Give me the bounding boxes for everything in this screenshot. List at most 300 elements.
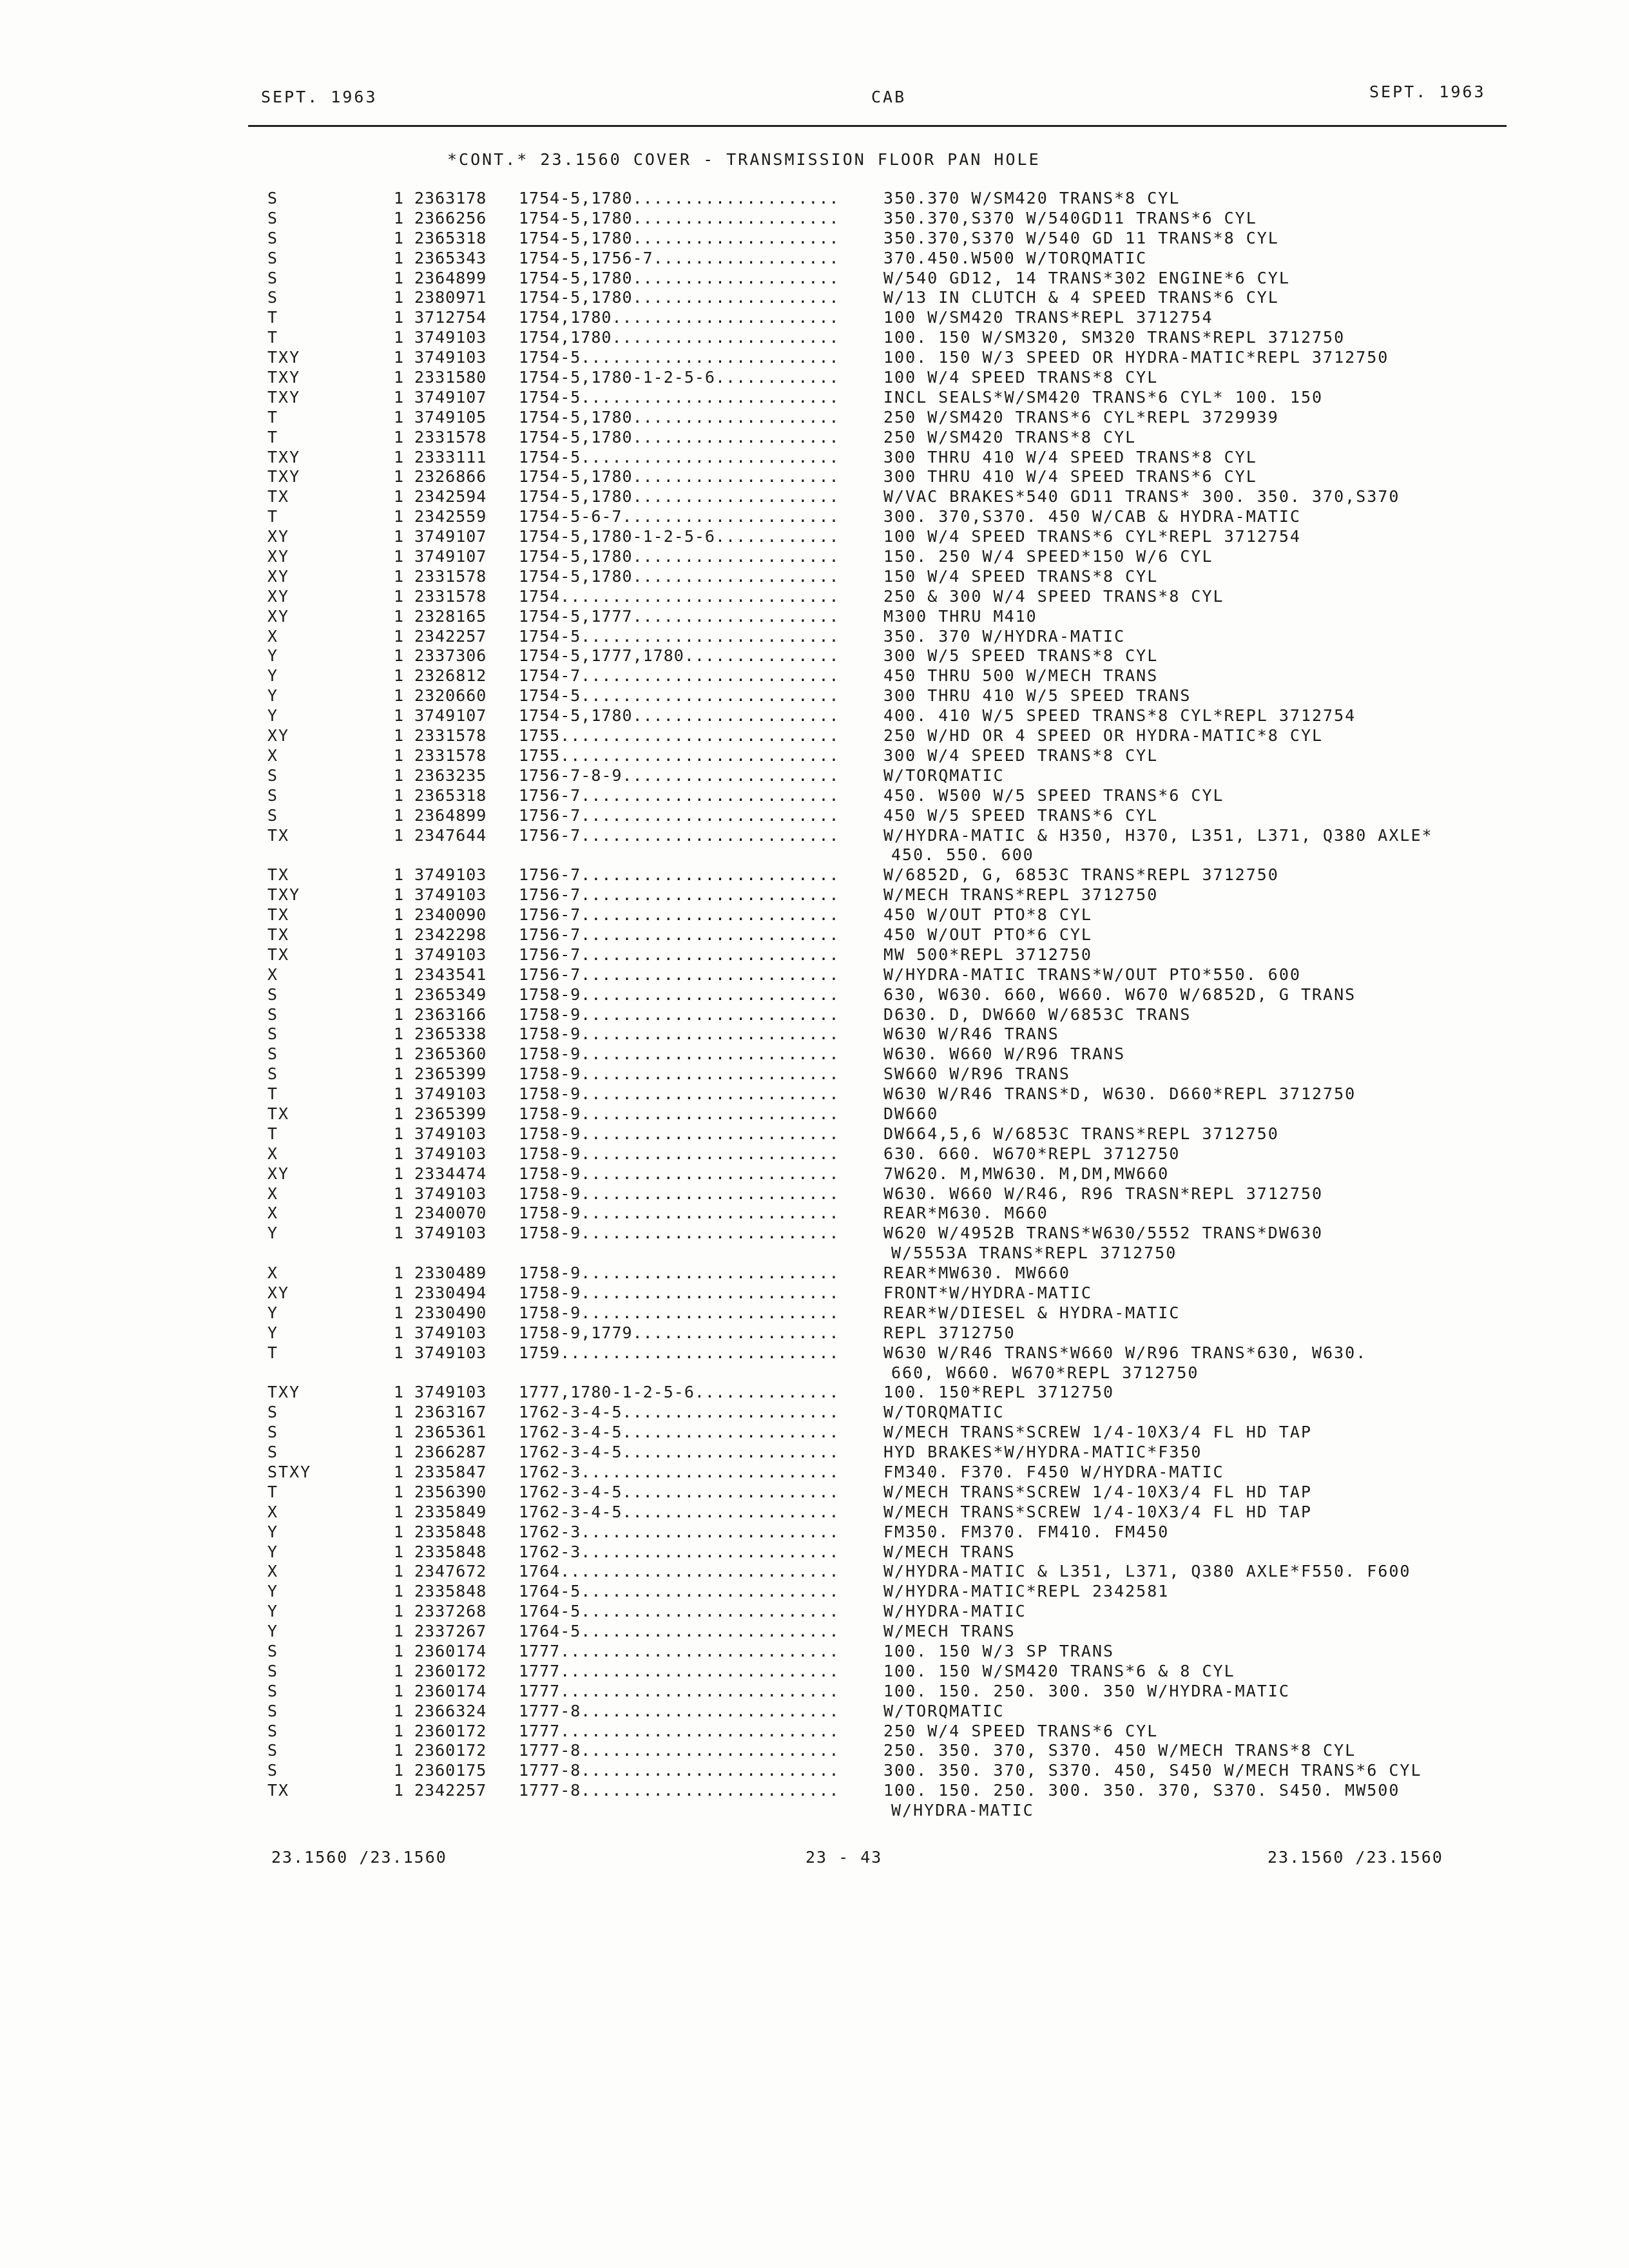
row-reference: 1777........................... xyxy=(519,1681,840,1700)
row-qty: 1 xyxy=(394,308,404,327)
row-reference: 1764-5......................... xyxy=(519,1602,840,1621)
row-description: W/540 GD12, 14 TRANS*302 ENGINE*6 CYL xyxy=(883,268,1290,287)
table-row xyxy=(0,448,1629,468)
row-reference: 1758-9......................... xyxy=(519,1124,840,1143)
row-part-number: 3749105 xyxy=(414,407,487,427)
row-part-number: 2331578 xyxy=(414,566,487,586)
footer-range-left: 23.1560 /23.1560 xyxy=(271,1848,447,1867)
row-part-number: 2363178 xyxy=(414,189,487,207)
row-qty: 1 xyxy=(394,1004,404,1024)
table-row xyxy=(0,288,1629,308)
row-qty: 1 xyxy=(394,666,404,686)
row-part-number: 2363166 xyxy=(414,1004,487,1024)
row-description: REAR*M630. M660 xyxy=(883,1204,1048,1223)
row-reference: 1762-3......................... xyxy=(519,1542,840,1561)
header-date-left: SEPT. 1963 xyxy=(261,88,378,106)
row-code: S xyxy=(267,1403,279,1422)
row-description: W/TORQMATIC xyxy=(883,765,1005,785)
row-code: Y xyxy=(267,1602,279,1621)
table-row xyxy=(0,1144,1629,1164)
row-reference: 1759........................... xyxy=(519,1343,840,1362)
row-description: 100. 150. 250. 300. 350 W/HYDRA-MATIC xyxy=(883,1681,1290,1700)
row-code: XY xyxy=(267,566,290,586)
table-row xyxy=(0,945,1629,965)
table-row xyxy=(0,885,1629,905)
row-part-number: 2360174 xyxy=(414,1642,487,1661)
table-row xyxy=(0,1204,1629,1224)
row-code: XY xyxy=(267,527,290,546)
row-qty: 1 xyxy=(394,1443,404,1462)
row-reference: 1764-5......................... xyxy=(519,1582,840,1601)
row-description: 450 W/OUT PTO*8 CYL xyxy=(883,905,1092,925)
row-description: HYD BRAKES*W/HYDRA-MATIC*F350 xyxy=(883,1443,1202,1462)
row-reference: 1758-9......................... xyxy=(519,1303,840,1322)
row-code: S xyxy=(267,1044,279,1064)
row-description: FM340. F370. F450 W/HYDRA-MATIC xyxy=(883,1463,1224,1481)
table-row xyxy=(0,209,1629,229)
row-code: TX xyxy=(267,487,290,506)
row-description: 150. 250 W/4 SPEED*150 W/6 CYL xyxy=(883,547,1213,566)
row-qty: 1 xyxy=(394,885,404,905)
row-qty: 1 xyxy=(394,825,404,845)
row-description: 100 W/SM420 TRANS*REPL 3712754 xyxy=(883,308,1213,327)
row-code: T xyxy=(267,1084,279,1104)
row-part-number: 2342298 xyxy=(414,925,487,944)
row-part-number: 2335848 xyxy=(414,1542,487,1561)
row-code: X xyxy=(267,745,279,765)
row-reference: 1758-9......................... xyxy=(519,1144,840,1163)
footer-range-right: 23.1560 /23.1560 xyxy=(1268,1848,1443,1867)
table-row xyxy=(0,1523,1629,1542)
row-code: Y xyxy=(267,686,279,706)
table-row xyxy=(0,229,1629,249)
row-description: 250 & 300 W/4 SPEED TRANS*8 CYL xyxy=(883,586,1224,606)
table-row xyxy=(0,1303,1629,1323)
row-part-number: 2360172 xyxy=(414,1721,487,1740)
row-qty: 1 xyxy=(394,646,404,666)
row-description: 300 THRU 410 W/5 SPEED TRANS xyxy=(883,686,1191,706)
row-description: W630 W/R46 TRANS*D, W630. D660*REPL 3712750 xyxy=(883,1084,1356,1104)
row-qty: 1 xyxy=(394,328,404,347)
row-part-number: 2342594 xyxy=(414,487,487,506)
row-part-number: 2340070 xyxy=(414,1204,487,1223)
row-code: S xyxy=(267,1443,279,1462)
table-row xyxy=(0,1702,1629,1722)
row-part-number: 3749103 xyxy=(414,348,487,367)
table-row xyxy=(0,1503,1629,1523)
row-description: 7W620. M,MW630. M,DM,MW660 xyxy=(883,1164,1170,1183)
row-part-number: 2347644 xyxy=(414,825,487,845)
row-code: T xyxy=(267,407,279,427)
row-qty: 1 xyxy=(394,1204,404,1223)
row-code: XY xyxy=(267,586,290,606)
table-row xyxy=(0,388,1629,408)
table-row-continuation xyxy=(0,1244,1629,1264)
row-code: Y xyxy=(267,1522,279,1541)
row-reference: 1777-8......................... xyxy=(519,1741,840,1760)
row-code: TX xyxy=(267,945,290,964)
row-code: S xyxy=(267,1741,279,1760)
row-code: X xyxy=(267,965,279,984)
row-qty: 1 xyxy=(394,1044,404,1064)
row-part-number: 2335848 xyxy=(414,1522,487,1541)
row-description: INCL SEALS*W/SM420 TRANS*6 CYL* 100. 150 xyxy=(883,387,1324,407)
row-description: 100 W/4 SPEED TRANS*6 CYL*REPL 3712754 xyxy=(883,527,1301,546)
row-part-number: 2365318 xyxy=(414,785,487,805)
row-reference: 1764........................... xyxy=(519,1562,840,1581)
table-row xyxy=(0,547,1629,567)
row-qty: 1 xyxy=(394,785,404,805)
row-qty: 1 xyxy=(394,1582,404,1601)
row-part-number: 2337306 xyxy=(414,646,487,666)
row-code: Y xyxy=(267,1542,279,1561)
row-qty: 1 xyxy=(394,805,404,825)
row-part-number: 3749103 xyxy=(414,865,487,885)
row-reference: 1754-5,1780.................... xyxy=(519,288,840,307)
row-description: 300 THRU 410 W/4 SPEED TRANS*6 CYL xyxy=(883,467,1257,486)
row-reference: 1754-5,1780.................... xyxy=(519,407,840,427)
table-row xyxy=(0,1343,1629,1363)
row-description: 630. 660. W670*REPL 3712750 xyxy=(883,1144,1181,1163)
row-reference: 1755........................... xyxy=(519,726,840,745)
row-qty: 1 xyxy=(394,547,404,566)
row-qty: 1 xyxy=(394,865,404,885)
row-part-number: 2337267 xyxy=(414,1622,487,1641)
row-description: W/HYDRA-MATIC xyxy=(891,1801,1034,1820)
row-description: W/MECH TRANS*SCREW 1/4-10X3/4 FL HD TAP xyxy=(883,1502,1312,1521)
row-reference: 1756-7......................... xyxy=(519,865,840,885)
table-row xyxy=(0,1124,1629,1144)
row-part-number: 3749103 xyxy=(414,1124,487,1143)
table-row-continuation xyxy=(0,1801,1629,1821)
row-reference: 1758-9,1779.................... xyxy=(519,1323,840,1342)
row-qty: 1 xyxy=(394,189,404,207)
row-description: FM350. FM370. FM410. FM450 xyxy=(883,1522,1170,1541)
row-code: STXY xyxy=(267,1463,312,1481)
row-part-number: 2342257 xyxy=(414,1781,487,1800)
row-code: X xyxy=(267,1204,279,1223)
row-description: MW 500*REPL 3712750 xyxy=(883,945,1092,964)
row-part-number: 2363167 xyxy=(414,1403,487,1422)
table-row xyxy=(0,567,1629,587)
row-qty: 1 xyxy=(394,1283,404,1302)
row-description: W/5553A TRANS*REPL 3712750 xyxy=(891,1244,1177,1263)
row-qty: 1 xyxy=(394,407,404,427)
row-code: Y xyxy=(267,646,279,666)
row-part-number: 2380971 xyxy=(414,288,487,307)
row-part-number: 2320660 xyxy=(414,686,487,706)
row-code: Y xyxy=(267,666,279,686)
table-row xyxy=(0,746,1629,766)
row-part-number: 3749103 xyxy=(414,1084,487,1104)
row-reference: 1754-5,1780.................... xyxy=(519,487,840,506)
row-reference: 1758-9......................... xyxy=(519,1084,840,1104)
table-row xyxy=(0,467,1629,487)
row-reference: 1754,1780...................... xyxy=(519,308,840,327)
row-reference: 1754-5,1780.................... xyxy=(519,268,840,287)
row-description: W630 W/R46 TRANS*W660 W/R96 TRANS*630, W630. xyxy=(883,1343,1367,1362)
row-description: 250. 350. 370, S370. 450 W/MECH TRANS*8 CYL xyxy=(883,1741,1356,1760)
row-qty: 1 xyxy=(394,1323,404,1342)
row-code: T xyxy=(267,1124,279,1143)
row-qty: 1 xyxy=(394,1721,404,1740)
row-description: 450 THRU 500 W/MECH TRANS xyxy=(883,666,1159,686)
row-description: 250 W/SM420 TRANS*6 CYL*REPL 3729939 xyxy=(883,407,1279,427)
row-description: 250 W/4 SPEED TRANS*6 CYL xyxy=(883,1721,1159,1740)
header-section-cab: CAB xyxy=(871,88,907,106)
row-description: 350. 370 W/HYDRA-MATIC xyxy=(883,626,1126,646)
row-reference: 1756-7......................... xyxy=(519,945,840,964)
row-part-number: 2360172 xyxy=(414,1741,487,1760)
row-qty: 1 xyxy=(394,1064,404,1084)
row-reference: 1756-7......................... xyxy=(519,965,840,984)
row-qty: 1 xyxy=(394,1383,404,1402)
row-reference: 1758-9......................... xyxy=(519,1204,840,1223)
row-reference: 1756-7......................... xyxy=(519,885,840,905)
row-part-number: 2366287 xyxy=(414,1443,487,1462)
row-reference: 1754-5,1780.................... xyxy=(519,189,840,207)
row-part-number: 2335848 xyxy=(414,1582,487,1601)
row-qty: 1 xyxy=(394,368,404,387)
section-title: *CONT.* 23.1560 COVER - TRANSMISSION FLOOR PAN HOLE xyxy=(447,150,1041,169)
row-part-number: 2328165 xyxy=(414,606,487,626)
row-part-number: 2326866 xyxy=(414,467,487,486)
row-part-number: 2342257 xyxy=(414,626,487,646)
row-code: Y xyxy=(267,1622,279,1641)
row-description: 630, W630. 660, W660. W670 W/6852D, G TRANS xyxy=(883,985,1356,1004)
row-code: S xyxy=(267,1721,279,1740)
row-part-number: 2365399 xyxy=(414,1064,487,1084)
table-row xyxy=(0,965,1629,985)
row-part-number: 2335847 xyxy=(414,1463,487,1481)
row-qty: 1 xyxy=(394,706,404,726)
row-code: T xyxy=(267,1482,279,1501)
row-description: DW664,5,6 W/6853C TRANS*REPL 3712750 xyxy=(883,1124,1279,1143)
row-reference: 1754-5......................... xyxy=(519,626,840,646)
row-description: W/MECH TRANS*REPL 3712750 xyxy=(883,885,1159,905)
row-reference: 1754-5......................... xyxy=(519,387,840,407)
row-description: 150 W/4 SPEED TRANS*8 CYL xyxy=(883,566,1159,586)
row-part-number: 2365349 xyxy=(414,985,487,1004)
row-qty: 1 xyxy=(394,348,404,367)
row-reference: 1754-5,1780.................... xyxy=(519,706,840,726)
table-row xyxy=(0,527,1629,547)
row-code: Y xyxy=(267,1224,279,1243)
row-qty: 1 xyxy=(394,606,404,626)
table-row xyxy=(0,766,1629,786)
row-description: W/TORQMATIC xyxy=(883,1403,1005,1422)
row-description: W/MECH TRANS xyxy=(883,1542,1016,1561)
row-reference: 1756-7......................... xyxy=(519,925,840,944)
row-code: TX xyxy=(267,865,290,885)
row-part-number: 3749103 xyxy=(414,328,487,347)
row-part-number: 2365338 xyxy=(414,1024,487,1044)
row-reference: 1762-3......................... xyxy=(519,1463,840,1481)
row-description: 450. W500 W/5 SPEED TRANS*6 CYL xyxy=(883,785,1224,805)
table-row xyxy=(0,1741,1629,1761)
row-qty: 1 xyxy=(394,1224,404,1243)
row-reference: 1777........................... xyxy=(519,1721,840,1740)
row-description: W/MECH TRANS*SCREW 1/4-10X3/4 FL HD TAP xyxy=(883,1423,1312,1442)
row-qty: 1 xyxy=(394,1502,404,1521)
row-qty: 1 xyxy=(394,1661,404,1680)
row-code: X xyxy=(267,1184,279,1203)
row-part-number: 2363235 xyxy=(414,765,487,785)
row-code: Y xyxy=(267,1582,279,1601)
table-row xyxy=(0,806,1629,826)
row-qty: 1 xyxy=(394,1522,404,1541)
table-row xyxy=(0,726,1629,746)
row-qty: 1 xyxy=(394,268,404,287)
row-qty: 1 xyxy=(394,387,404,407)
row-qty: 1 xyxy=(394,985,404,1004)
row-reference: 1762-3-4-5..................... xyxy=(519,1423,840,1442)
table-row xyxy=(0,1483,1629,1503)
row-part-number: 3749107 xyxy=(414,547,487,566)
row-description: SW660 W/R96 TRANS xyxy=(883,1064,1070,1084)
row-part-number: 2356390 xyxy=(414,1482,487,1501)
row-description: 660, W660. W670*REPL 3712750 xyxy=(891,1363,1199,1382)
row-reference: 1754-5......................... xyxy=(519,447,840,466)
row-qty: 1 xyxy=(394,487,404,506)
row-reference: 1756-7......................... xyxy=(519,785,840,805)
row-description: 100. 150 W/3 SP TRANS xyxy=(883,1642,1115,1661)
row-description: 100 W/4 SPEED TRANS*8 CYL xyxy=(883,368,1159,387)
table-row xyxy=(0,1064,1629,1084)
row-qty: 1 xyxy=(394,1084,404,1104)
row-description: 350.370,S370 W/540 GD 11 TRANS*8 CYL xyxy=(883,228,1279,247)
row-reference: 1756-7......................... xyxy=(519,825,840,845)
table-row xyxy=(0,905,1629,925)
row-code: TXY xyxy=(267,368,301,387)
table-row xyxy=(0,865,1629,885)
row-qty: 1 xyxy=(394,686,404,706)
table-row xyxy=(0,1423,1629,1443)
row-code: S xyxy=(267,288,279,307)
row-description: W/MECH TRANS xyxy=(883,1622,1016,1641)
row-reference: 1754-5,1780.................... xyxy=(519,228,840,247)
row-description: 300. 370,S370. 450 W/CAB & HYDRA-MATIC xyxy=(883,507,1301,526)
row-qty: 1 xyxy=(394,1701,404,1720)
row-reference: 1754-5,1780-1-2-5-6............ xyxy=(519,368,840,387)
table-row xyxy=(0,925,1629,945)
table-row xyxy=(0,1164,1629,1184)
row-code: S xyxy=(267,1661,279,1680)
row-reference: 1754-5,1756-7.................. xyxy=(519,248,840,267)
row-part-number: 2366324 xyxy=(414,1701,487,1720)
row-reference: 1777,1780-1-2-5-6.............. xyxy=(519,1383,840,1402)
table-row xyxy=(0,507,1629,527)
row-reference: 1758-9......................... xyxy=(519,1164,840,1183)
table-row xyxy=(0,706,1629,726)
row-part-number: 3749103 xyxy=(414,1224,487,1243)
table-row xyxy=(0,1264,1629,1283)
table-row xyxy=(0,826,1629,846)
table-row xyxy=(0,1084,1629,1104)
row-part-number: 2334474 xyxy=(414,1164,487,1183)
row-reference: 1754-5,1777.................... xyxy=(519,606,840,626)
row-qty: 1 xyxy=(394,467,404,486)
row-qty: 1 xyxy=(394,507,404,526)
row-part-number: 3749103 xyxy=(414,1323,487,1342)
table-row xyxy=(0,328,1629,348)
row-part-number: 3749103 xyxy=(414,1184,487,1203)
row-reference: 1754-5,1780.................... xyxy=(519,427,840,447)
table-row xyxy=(0,428,1629,448)
row-part-number: 2365343 xyxy=(414,248,487,267)
row-description: 300. 350. 370, S370. 450, S450 W/MECH TRANS*6 CYL xyxy=(883,1761,1422,1780)
row-part-number: 2335849 xyxy=(414,1502,487,1521)
row-reference: 1754-5,1780.................... xyxy=(519,547,840,566)
row-code: S xyxy=(267,765,279,785)
row-part-number: 2365399 xyxy=(414,1104,487,1123)
table-row xyxy=(0,368,1629,388)
table-row xyxy=(0,269,1629,289)
row-code: XY xyxy=(267,726,290,745)
row-qty: 1 xyxy=(394,1482,404,1501)
row-reference: 1754-5,1780-1-2-5-6............ xyxy=(519,527,840,546)
row-part-number: 2330494 xyxy=(414,1283,487,1302)
row-reference: 1758-9......................... xyxy=(519,1064,840,1084)
row-code: T xyxy=(267,308,279,327)
row-description: W/HYDRA-MATIC*REPL 2342581 xyxy=(883,1582,1170,1601)
row-part-number: 2342559 xyxy=(414,507,487,526)
row-part-number: 3749103 xyxy=(414,1144,487,1163)
row-part-number: 2360175 xyxy=(414,1761,487,1780)
row-reference: 1756-7......................... xyxy=(519,805,840,825)
header-rule xyxy=(248,125,1507,127)
row-qty: 1 xyxy=(394,905,404,925)
row-code: Y xyxy=(267,1323,279,1342)
table-row xyxy=(0,249,1629,269)
row-reference: 1777-8......................... xyxy=(519,1761,840,1780)
row-part-number: 2365361 xyxy=(414,1423,487,1442)
row-code: S xyxy=(267,785,279,805)
row-code: S xyxy=(267,985,279,1004)
row-description: W630. W660 W/R46, R96 TRASN*REPL 3712750 xyxy=(883,1184,1324,1203)
row-code: S xyxy=(267,1004,279,1024)
row-part-number: 2364899 xyxy=(414,805,487,825)
row-description: 100. 150 W/SM320, SM320 TRANS*REPL 3712750 xyxy=(883,328,1345,347)
row-code: TXY xyxy=(267,467,301,486)
table-row xyxy=(0,1542,1629,1562)
row-reference: 1754,1780...................... xyxy=(519,328,840,347)
row-code: S xyxy=(267,208,279,227)
row-reference: 1758-9......................... xyxy=(519,1004,840,1024)
row-reference: 1754-5,1780.................... xyxy=(519,566,840,586)
row-qty: 1 xyxy=(394,208,404,227)
row-description: W/TORQMATIC xyxy=(883,1701,1005,1720)
row-code: S xyxy=(267,268,279,287)
row-qty: 1 xyxy=(394,1642,404,1661)
row-qty: 1 xyxy=(394,1303,404,1322)
table-row xyxy=(0,408,1629,428)
row-description: W/MECH TRANS*SCREW 1/4-10X3/4 FL HD TAP xyxy=(883,1482,1312,1501)
row-code: X xyxy=(267,1562,279,1581)
row-qty: 1 xyxy=(394,1781,404,1800)
row-part-number: 2330489 xyxy=(414,1264,487,1283)
row-description: 370.450.W500 W/TORQMATIC xyxy=(883,248,1148,267)
row-qty: 1 xyxy=(394,447,404,466)
row-reference: 1756-7......................... xyxy=(519,905,840,925)
row-code: X xyxy=(267,1264,279,1283)
row-part-number: 2364899 xyxy=(414,268,487,287)
row-qty: 1 xyxy=(394,527,404,546)
row-description: W/VAC BRAKES*540 GD11 TRANS* 300. 350. 370,S370 xyxy=(883,487,1400,506)
row-part-number: 2360174 xyxy=(414,1681,487,1700)
row-description: 300 THRU 410 W/4 SPEED TRANS*8 CYL xyxy=(883,447,1257,466)
row-qty: 1 xyxy=(394,1463,404,1481)
